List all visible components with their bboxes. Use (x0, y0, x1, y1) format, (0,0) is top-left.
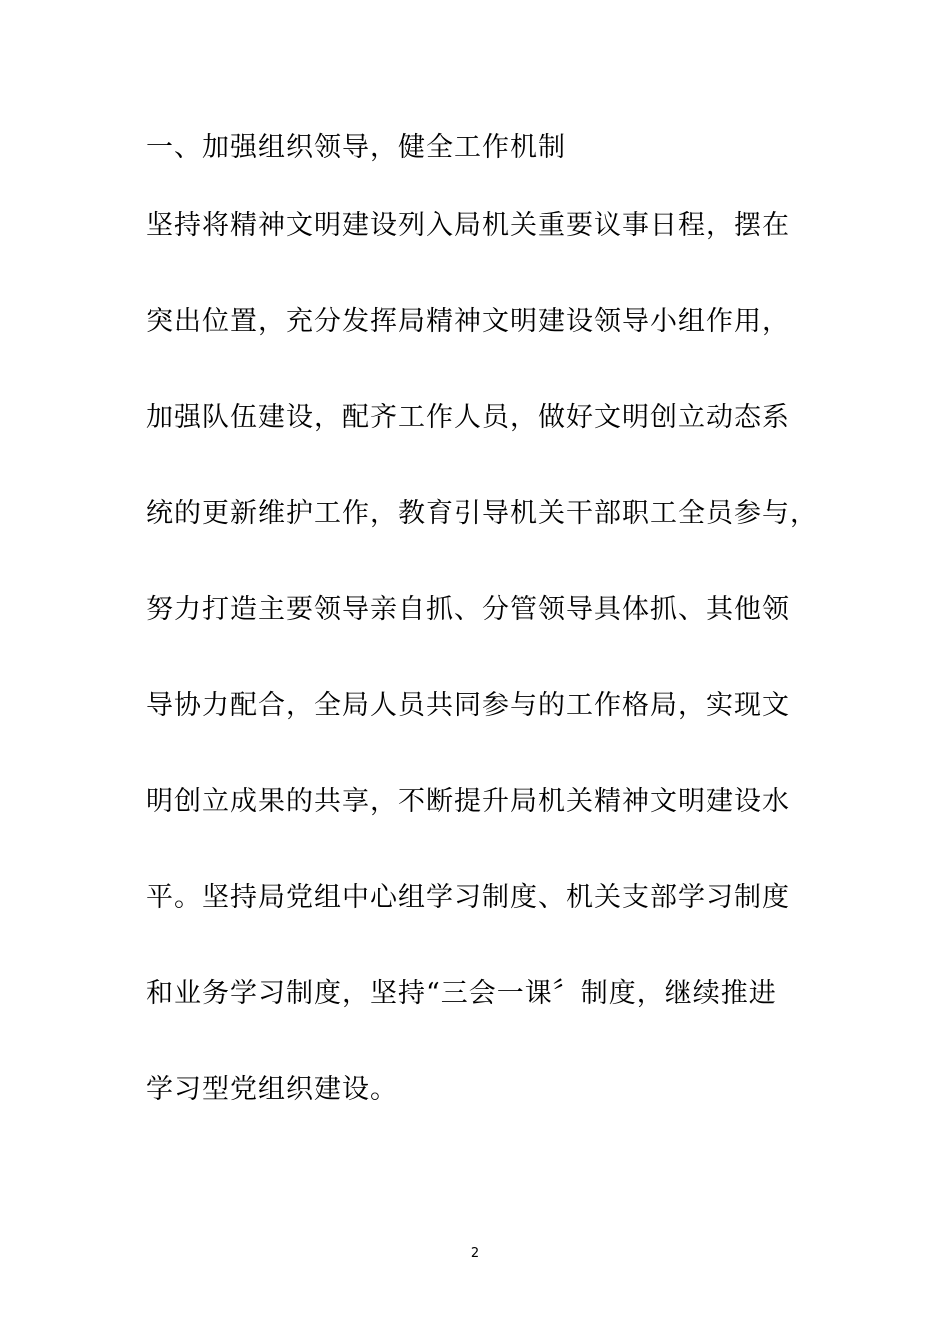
paragraph-line: 平。坚持局党组中心组学习制度、机关支部学习制度 (146, 882, 790, 913)
paragraph-line: 明创立成果的共享，不断提升局机关精神文明建设水 (146, 786, 790, 817)
paragraph-line: 努力打造主要领导亲自抓、分管领导具体抓、其他领 (146, 594, 790, 625)
paragraph-line: 突出位置，充分发挥局精神文明建设领导小组作用， (146, 306, 790, 337)
body-paragraph (146, 206, 836, 1166)
paragraph-line: 学习型党组织建设。 (146, 1074, 398, 1105)
page-number: 2 (470, 1246, 480, 1261)
paragraph-line: 统的更新维护工作，教育引导机关干部职工全员参与， (146, 498, 818, 529)
paragraph-line: 导协力配合，全局人员共同参与的工作格局，实现文 (146, 690, 790, 721)
paragraph-line: 加强队伍建设，配齐工作人员，做好文明创立动态系 (146, 402, 790, 433)
paragraph-line: 坚持将精神文明建设列入局机关重要议事日程，摆在 (146, 210, 790, 241)
paragraph-line: 和业务学习制度，坚持“三会一课〞制度，继续推进 (146, 978, 777, 1009)
section-heading: 一、加强组织领导，健全工作机制 (146, 132, 566, 163)
